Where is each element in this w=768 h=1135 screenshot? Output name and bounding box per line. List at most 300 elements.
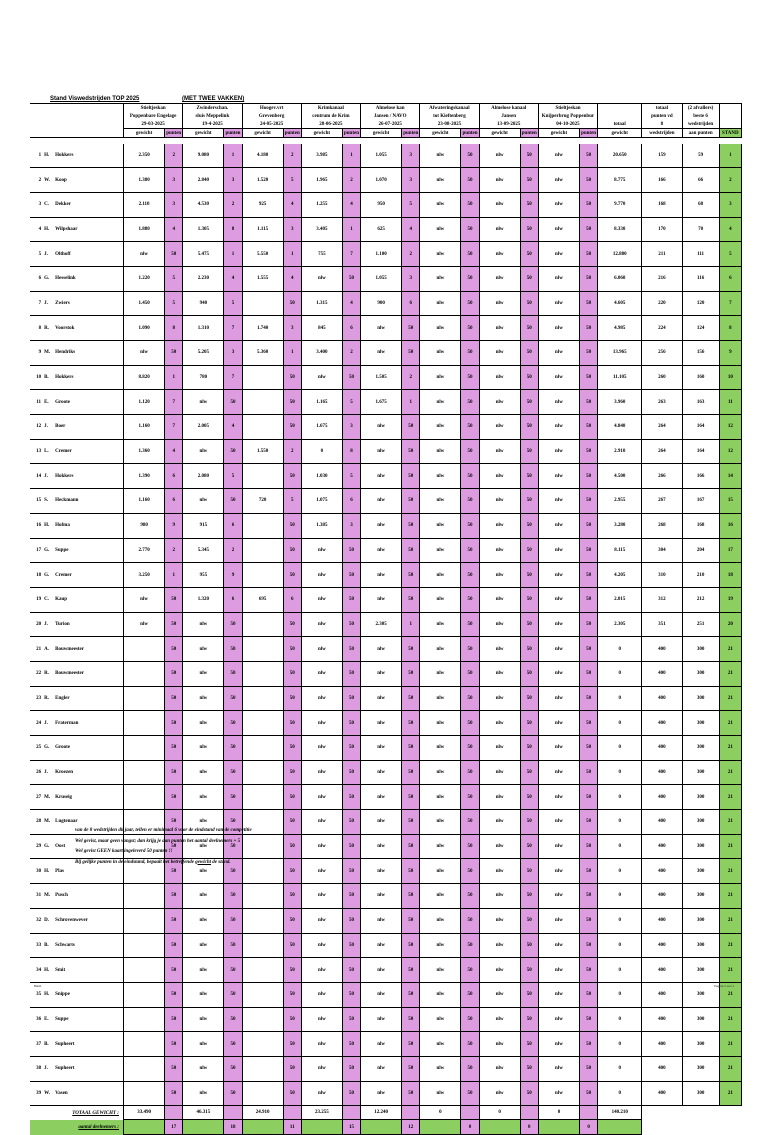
weight-cell: 2.305 <box>361 612 402 637</box>
column-header-weight: gewicht <box>183 129 224 138</box>
best-points-cell: 166 <box>682 464 719 489</box>
weight-cell: nlw <box>479 316 520 341</box>
row-number: 34 <box>30 958 43 983</box>
total-points-cell: 400 <box>642 1056 682 1081</box>
best-points-cell: 300 <box>682 661 719 686</box>
weight-cell: nlw <box>479 785 520 810</box>
weight-cell: nlw <box>538 859 579 884</box>
weight-cell: nlw <box>361 982 402 1007</box>
total-points-cell: 400 <box>642 1032 682 1057</box>
points-cell: 50 <box>224 1056 242 1081</box>
points-cell: 50 <box>165 785 183 810</box>
weight-cell: nlw <box>538 365 579 390</box>
weight-cell: 1.315 <box>301 291 342 316</box>
weight-cell: nlw <box>183 637 224 662</box>
participant-name: Wilpshaar <box>53 217 123 242</box>
points-cell: 50 <box>520 439 538 464</box>
points-cell <box>461 1106 479 1120</box>
points-cell: 50 <box>402 982 420 1007</box>
total-weight-cell: 20.650 <box>598 144 642 168</box>
points-cell: 50 <box>342 1007 360 1032</box>
total-weight-cell: 4.205 <box>598 563 642 588</box>
header-empty <box>30 104 123 113</box>
points-cell: 50 <box>520 612 538 637</box>
weight-cell: nlw <box>538 1032 579 1057</box>
header-empty <box>719 112 741 120</box>
weight-cell: nlw <box>479 933 520 958</box>
participant-initial: G. <box>43 538 53 563</box>
weight-cell <box>123 933 164 958</box>
points-cell: 50 <box>402 1056 420 1081</box>
participant-count: 0 <box>580 1120 598 1135</box>
points-cell: 50 <box>580 637 598 662</box>
points-cell: 50 <box>580 144 598 168</box>
weight-cell <box>123 686 164 711</box>
points-cell: 50 <box>224 958 242 983</box>
points-cell: 2 <box>283 144 301 168</box>
total-weight-cell: 4.840 <box>598 415 642 440</box>
points-cell: 4 <box>342 291 360 316</box>
points-cell: 50 <box>520 933 538 958</box>
row-number: 13 <box>30 439 43 464</box>
points-cell: 5 <box>165 291 183 316</box>
points-cell: 50 <box>224 661 242 686</box>
row-number: 21 <box>30 637 43 662</box>
total-points-cell: 267 <box>642 489 682 514</box>
points-cell: 50 <box>520 1032 538 1057</box>
row-number: 14 <box>30 464 43 489</box>
participant-initial: R. <box>43 686 53 711</box>
row-number: 31 <box>30 884 43 909</box>
total-points-cell: 400 <box>642 686 682 711</box>
points-cell: 1 <box>342 217 360 242</box>
points-cell: 50 <box>283 513 301 538</box>
weight-cell: nlw <box>420 711 461 736</box>
participant-initial: B. <box>43 365 53 390</box>
points-cell: 50 <box>580 513 598 538</box>
participant-initial: J. <box>43 711 53 736</box>
points-cell: 50 <box>402 834 420 859</box>
row-number: 37 <box>30 1032 43 1057</box>
weight-cell: nlw <box>420 760 461 785</box>
weight-cell: 5.345 <box>183 538 224 563</box>
total-weight-cell: 0 <box>598 958 642 983</box>
weight-cell: nlw <box>479 242 520 267</box>
weight-cell: 1.880 <box>123 217 164 242</box>
row-number: 1 <box>30 144 43 168</box>
participant-name: Lugtenaar <box>53 810 123 835</box>
points-cell: 50 <box>283 908 301 933</box>
weight-cell: 2.230 <box>183 266 224 291</box>
points-cell: 50 <box>402 810 420 835</box>
points-cell: 50 <box>461 415 479 440</box>
points-cell: 50 <box>580 982 598 1007</box>
stand-cell: 21 <box>719 908 741 933</box>
points-cell: 50 <box>165 587 183 612</box>
total-points-cell: 400 <box>642 711 682 736</box>
weight-cell: 0 <box>301 439 342 464</box>
points-cell: 50 <box>165 810 183 835</box>
best-points-cell: 300 <box>682 736 719 761</box>
points-cell: 50 <box>165 711 183 736</box>
participant-count: 18 <box>224 1120 242 1135</box>
stand-cell: 21 <box>719 884 741 909</box>
weight-cell: nlw <box>538 661 579 686</box>
points-cell <box>402 1106 420 1120</box>
column-header-points: punten <box>343 130 359 136</box>
points-cell: 50 <box>520 266 538 291</box>
points-cell: 50 <box>342 1032 360 1057</box>
weight-cell: nlw <box>538 439 579 464</box>
totals-label: TOTAAL GEWICHT : <box>72 1110 119 1116</box>
table-row <box>30 661 742 686</box>
points-cell: 50 <box>342 884 360 909</box>
weight-cell: nlw <box>361 711 402 736</box>
weight-cell <box>242 415 283 440</box>
header-empty <box>30 129 123 138</box>
points-cell: 50 <box>342 958 360 983</box>
points-cell: 50 <box>402 587 420 612</box>
weight-cell: nlw <box>183 390 224 415</box>
weight-cell: nlw <box>361 1056 402 1081</box>
points-cell: 50 <box>402 661 420 686</box>
participant-count: 0 <box>520 1120 538 1135</box>
participant-initial: R. <box>43 316 53 341</box>
weight-cell: nlw <box>420 341 461 366</box>
best-points-cell: 300 <box>682 686 719 711</box>
row-number: 20 <box>30 612 43 637</box>
row-number: 19 <box>30 587 43 612</box>
event-date: 29-03-2025 <box>123 120 182 129</box>
weight-cell: 2.350 <box>123 144 164 168</box>
weight-cell <box>242 1056 283 1081</box>
total-points-cell: 170 <box>642 217 682 242</box>
table-row <box>30 192 742 217</box>
weight-cell: 1.505 <box>361 365 402 390</box>
points-cell: 6 <box>224 587 242 612</box>
points-cell: 50 <box>461 1007 479 1032</box>
column-header-points: punten <box>403 130 419 136</box>
participant-initial: G. <box>43 266 53 291</box>
weight-cell: nlw <box>479 538 520 563</box>
table-row <box>30 538 742 563</box>
points-cell: 50 <box>461 686 479 711</box>
weight-cell: nlw <box>183 958 224 983</box>
best-points-cell: 300 <box>682 982 719 1007</box>
participant-name: Olthoff <box>53 242 123 267</box>
weight-cell: 1.030 <box>301 464 342 489</box>
weight-cell: 845 <box>301 316 342 341</box>
participant-initial: J. <box>43 242 53 267</box>
total-weight-cell: 0 <box>598 686 642 711</box>
table-row <box>30 587 742 612</box>
points-cell: 50 <box>224 785 242 810</box>
participant-initial: J. <box>43 415 53 440</box>
weight-cell <box>242 958 283 983</box>
weight-cell <box>242 365 283 390</box>
weight-cell: 1.070 <box>361 168 402 193</box>
total-points-cell: 312 <box>642 587 682 612</box>
points-cell: 2 <box>224 538 242 563</box>
stand-cell: 9 <box>719 341 741 366</box>
table-row <box>30 341 742 366</box>
weight-cell: nlw <box>183 439 224 464</box>
weight-cell <box>123 908 164 933</box>
points-cell: 50 <box>402 908 420 933</box>
points-cell: 50 <box>165 884 183 909</box>
points-cell: 3 <box>402 168 420 193</box>
weight-cell: 8.820 <box>123 365 164 390</box>
weight-cell: nlw <box>420 242 461 267</box>
weight-cell: 625 <box>361 217 402 242</box>
participant-initial: J. <box>43 291 53 316</box>
weight-cell: 1.380 <box>123 168 164 193</box>
weight-cell: nlw <box>301 810 342 835</box>
points-cell: 50 <box>520 192 538 217</box>
points-cell: 50 <box>520 217 538 242</box>
points-cell: 50 <box>342 711 360 736</box>
weight-cell <box>242 513 283 538</box>
weight-cell: nlw <box>361 1032 402 1057</box>
total-weight-cell: 4.985 <box>598 316 642 341</box>
points-cell: 50 <box>461 933 479 958</box>
weight-cell: nlw <box>479 390 520 415</box>
stand-cell: 12 <box>719 415 741 440</box>
weight-cell: nlw <box>538 686 579 711</box>
weight-cell: nlw <box>420 266 461 291</box>
weight-cell: nlw <box>183 785 224 810</box>
weight-cell: nlw <box>361 933 402 958</box>
table-row <box>30 390 742 415</box>
points-cell: 50 <box>580 217 598 242</box>
points-cell: 50 <box>402 686 420 711</box>
points-cell: 50 <box>224 810 242 835</box>
points-cell: 50 <box>224 1081 242 1106</box>
points-cell: 50 <box>580 834 598 859</box>
weight-cell: nlw <box>361 785 402 810</box>
weight-cell: nlw <box>361 834 402 859</box>
points-cell: 1 <box>224 242 242 267</box>
weight-cell: 1.255 <box>301 192 342 217</box>
weight-cell: 915 <box>183 513 224 538</box>
stand-cell: 21 <box>719 760 741 785</box>
table-row <box>30 316 742 341</box>
points-cell: 50 <box>224 489 242 514</box>
weight-cell: nlw <box>123 587 164 612</box>
total-points-cell: 263 <box>642 390 682 415</box>
total-weight-cell: 6.060 <box>598 266 642 291</box>
points-cell: 50 <box>580 810 598 835</box>
points-cell: 4 <box>165 217 183 242</box>
event-total-weight: 0 <box>420 1106 461 1120</box>
weight-cell: 2.110 <box>123 192 164 217</box>
total-points-cell: 304 <box>642 538 682 563</box>
empty <box>301 1120 342 1135</box>
weight-cell: 2.840 <box>183 168 224 193</box>
standings-table <box>30 103 742 1135</box>
points-cell: 50 <box>461 291 479 316</box>
participant-name: Bouwmeester <box>53 661 123 686</box>
best-points-cell: 167 <box>682 489 719 514</box>
weight-cell: nlw <box>479 1056 520 1081</box>
weight-cell: nlw <box>183 1081 224 1106</box>
participant-initial: G. <box>43 563 53 588</box>
weight-cell: 1.120 <box>123 390 164 415</box>
header-row-columns <box>30 129 742 138</box>
weight-cell <box>123 661 164 686</box>
points-cell: 50 <box>283 884 301 909</box>
weight-cell: 3.985 <box>301 144 342 168</box>
points-cell: 50 <box>402 736 420 761</box>
weight-cell: nlw <box>183 1032 224 1057</box>
total-weight-cell: 0 <box>598 884 642 909</box>
points-cell: 3 <box>283 217 301 242</box>
points-cell: 50 <box>520 982 538 1007</box>
column-header-weight: gewicht <box>420 129 461 138</box>
participant-name: Hokkers <box>53 464 123 489</box>
points-cell: 50 <box>580 884 598 909</box>
points-cell: 50 <box>283 785 301 810</box>
points-cell: 4 <box>165 439 183 464</box>
points-cell: 50 <box>283 859 301 884</box>
total-points-cell: 400 <box>642 1081 682 1106</box>
stand-cell: 10 <box>719 365 741 390</box>
header-empty <box>719 120 741 129</box>
weight-cell: nlw <box>420 513 461 538</box>
weight-cell: nlw <box>538 810 579 835</box>
stand-cell: 15 <box>719 489 741 514</box>
best-points-cell: 300 <box>682 958 719 983</box>
points-cell: 50 <box>165 1032 183 1057</box>
participant-name: Hesselink <box>53 266 123 291</box>
total-points-cell: 400 <box>642 760 682 785</box>
participant-name: Voorstok <box>53 316 123 341</box>
participant-name: Hokkers <box>53 144 123 168</box>
weight-cell: nlw <box>479 415 520 440</box>
points-cell: 50 <box>342 686 360 711</box>
weight-cell: nlw <box>538 1056 579 1081</box>
points-cell: 3 <box>342 513 360 538</box>
weight-cell: nlw <box>479 365 520 390</box>
points-cell: 50 <box>342 538 360 563</box>
total-points-cell: 264 <box>642 439 682 464</box>
weight-cell: nlw <box>301 859 342 884</box>
points-cell: 50 <box>520 859 538 884</box>
points-cell: 50 <box>520 291 538 316</box>
weight-cell <box>242 686 283 711</box>
total-points-cell: 400 <box>642 736 682 761</box>
weight-cell: 1.310 <box>183 316 224 341</box>
weight-cell: nlw <box>183 810 224 835</box>
points-cell: 50 <box>224 933 242 958</box>
best-points-cell: 156 <box>682 341 719 366</box>
weight-cell: nlw <box>301 1007 342 1032</box>
points-cell: 50 <box>283 390 301 415</box>
points-cell: 50 <box>461 1056 479 1081</box>
weight-cell: 1.055 <box>361 266 402 291</box>
weight-cell: nlw <box>420 958 461 983</box>
total-points-cell: 400 <box>642 958 682 983</box>
weight-cell <box>123 958 164 983</box>
points-cell: 50 <box>580 365 598 390</box>
weight-cell <box>242 736 283 761</box>
weight-cell <box>242 390 283 415</box>
points-cell: 50 <box>165 1007 183 1032</box>
points-cell: 50 <box>461 711 479 736</box>
stand-cell: 21 <box>719 810 741 835</box>
points-cell: 50 <box>461 316 479 341</box>
total-weight-cell: 0 <box>598 982 642 1007</box>
weight-cell: nlw <box>301 1032 342 1057</box>
weight-cell: nlw <box>538 217 579 242</box>
weight-cell <box>123 884 164 909</box>
participant-initial: A. <box>43 637 53 662</box>
points-cell: 50 <box>165 958 183 983</box>
points-cell: 2 <box>342 168 360 193</box>
stand-cell: 21 <box>719 1007 741 1032</box>
points-cell: 50 <box>342 785 360 810</box>
weight-cell: nlw <box>479 217 520 242</box>
row-number: 17 <box>30 538 43 563</box>
points-cell: 50 <box>520 341 538 366</box>
points-cell: 50 <box>165 933 183 958</box>
table-row <box>30 982 742 1007</box>
points-cell: 50 <box>224 834 242 859</box>
weight-cell: 755 <box>301 242 342 267</box>
empty <box>183 1120 224 1135</box>
row-number: 18 <box>30 563 43 588</box>
points-cell: 50 <box>342 810 360 835</box>
points-cell: 50 <box>283 538 301 563</box>
points-cell: 50 <box>580 390 598 415</box>
participant-name: Suppe <box>53 538 123 563</box>
table-row <box>30 908 742 933</box>
participant-name: Smit <box>53 958 123 983</box>
weight-cell: 5.360 <box>242 341 283 366</box>
table-row <box>30 242 742 267</box>
points-cell: 50 <box>580 1032 598 1057</box>
weight-cell: nlw <box>479 637 520 662</box>
points-cell: 50 <box>224 884 242 909</box>
row-number: 3 <box>30 192 43 217</box>
table-row <box>30 736 742 761</box>
participant-name: Supheert <box>53 1056 123 1081</box>
weight-cell: 5.550 <box>242 242 283 267</box>
participant-initial: L. <box>43 439 53 464</box>
points-cell: 50 <box>461 908 479 933</box>
weight-cell: nlw <box>301 266 342 291</box>
table-row <box>30 637 742 662</box>
weight-cell: 695 <box>242 587 283 612</box>
points-cell: 50 <box>283 1056 301 1081</box>
points-cell: 50 <box>165 1056 183 1081</box>
row-number: 9 <box>30 341 43 366</box>
points-cell: 7 <box>342 242 360 267</box>
header-empty <box>30 120 123 129</box>
points-cell: 50 <box>342 933 360 958</box>
participant-name: Snippe <box>53 982 123 1007</box>
weight-cell: 3.405 <box>301 217 342 242</box>
row-number: 6 <box>30 266 43 291</box>
participant-name: Supheert <box>53 1032 123 1057</box>
points-cell: 50 <box>461 982 479 1007</box>
best-points-cell: 70 <box>682 217 719 242</box>
stand-cell: 8 <box>719 316 741 341</box>
weight-cell <box>242 637 283 662</box>
weight-cell: 1.675 <box>301 415 342 440</box>
stand-cell: 21 <box>719 933 741 958</box>
column-header-weight: gewicht <box>242 129 283 138</box>
